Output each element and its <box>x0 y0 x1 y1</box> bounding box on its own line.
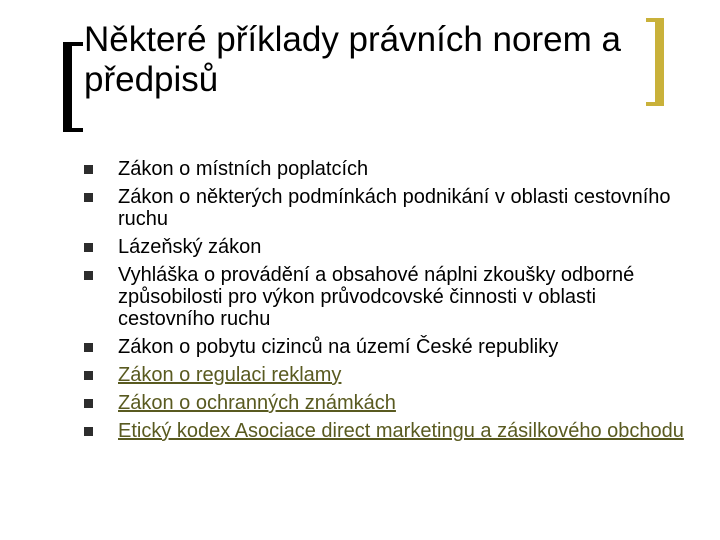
bullet-list <box>84 158 684 448</box>
right-bracket-top <box>646 18 664 22</box>
right-bracket-bottom <box>646 102 664 106</box>
list-item-text: Vyhláška o provádění a obsahové náplni zkoušky odborné způsobilosti pro výkon průvodcovské činnosti v oblasti cestovního ruchu <box>118 264 635 330</box>
square-bullet-icon <box>84 371 93 380</box>
list-item <box>84 420 684 442</box>
list-item-text: Zákon o pobytu cizinců na území České republiky <box>118 336 559 358</box>
law-link-trademarks[interactable]: Zákon o ochranných známkách <box>118 392 396 414</box>
list-item <box>84 158 684 180</box>
square-bullet-icon <box>84 399 93 408</box>
square-bullet-icon <box>84 271 93 280</box>
list-item-text: Zákon o místních poplatcích <box>118 158 369 180</box>
list-item <box>84 392 684 414</box>
slide-title: Některé příklady právních norem a předpisů <box>84 20 621 99</box>
right-bracket-bar <box>655 18 664 106</box>
list-item-text: Zákon o některých podmínkách podnikání v oblasti cestovního ruchu <box>118 186 671 230</box>
list-item-text: Lázeňský zákon <box>118 236 262 258</box>
list-item <box>84 236 684 258</box>
square-bullet-icon <box>84 165 93 174</box>
left-bracket-top <box>63 42 83 46</box>
left-bracket-bottom <box>63 128 83 132</box>
list-item <box>84 186 684 230</box>
square-bullet-icon <box>84 427 93 436</box>
law-link-advertising[interactable]: Zákon o regulaci reklamy <box>118 364 342 386</box>
square-bullet-icon <box>84 343 93 352</box>
left-bracket-bar <box>63 42 72 132</box>
list-item <box>84 364 684 386</box>
square-bullet-icon <box>84 243 93 252</box>
law-link-ethics-code[interactable]: Etický kodex Asociace direct marketingu a zásilkového obchodu <box>118 420 684 442</box>
square-bullet-icon <box>84 193 93 202</box>
list-item <box>84 336 684 358</box>
list-item <box>84 264 684 330</box>
